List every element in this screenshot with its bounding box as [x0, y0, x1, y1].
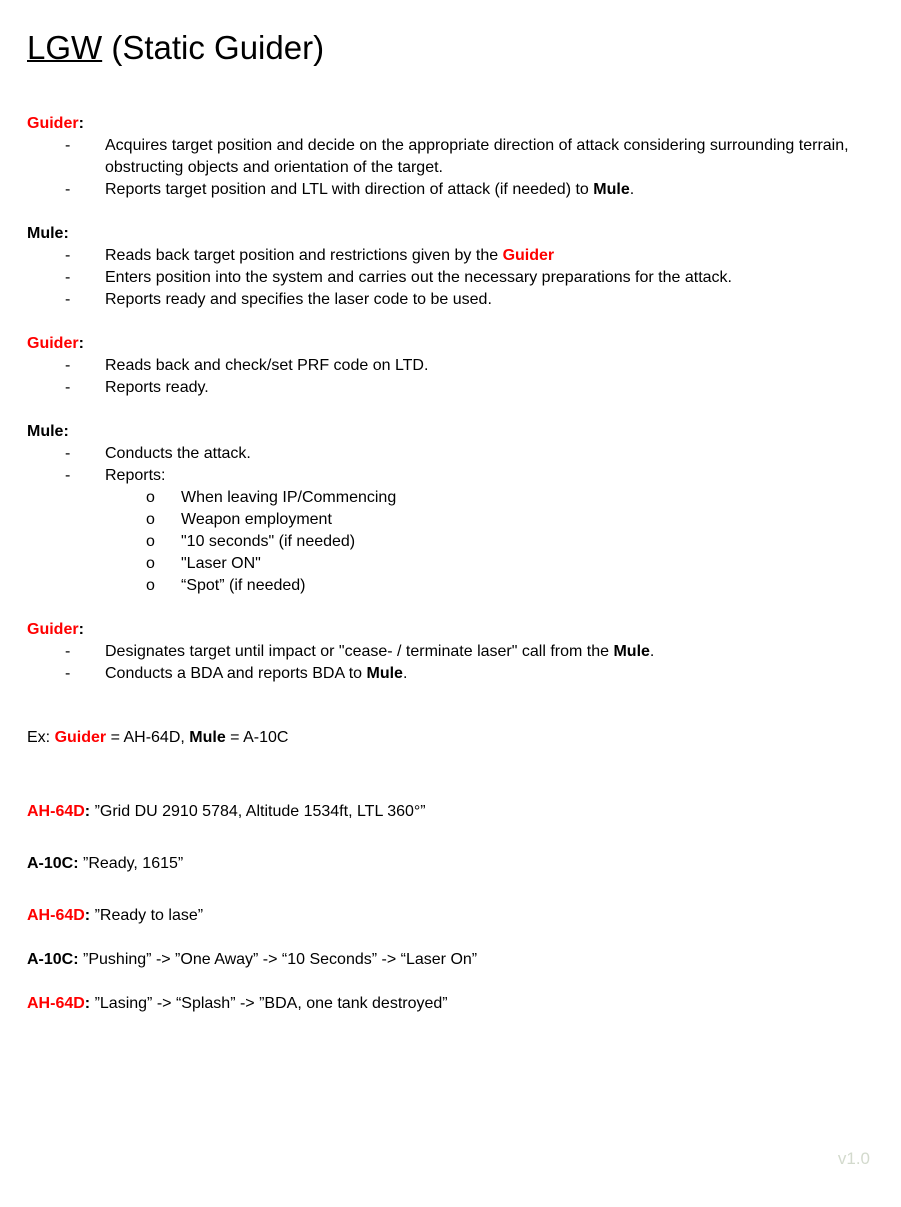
speaker-label: AH-64D — [27, 995, 85, 1012]
bullet-text — [105, 355, 870, 377]
dash-bullet: - — [65, 269, 71, 286]
text-segment: Guider — [54, 729, 107, 746]
bullet-text — [105, 377, 870, 399]
bullet-item — [27, 289, 871, 311]
role-heading — [27, 619, 871, 641]
bullet-text — [105, 245, 870, 267]
bullet-item — [27, 355, 871, 377]
role-colon: : — [78, 621, 84, 638]
sub-bullet-text: Weapon employment — [181, 511, 332, 528]
role-section — [27, 333, 871, 399]
dash-bullet: - — [65, 467, 71, 484]
dash-bullet: - — [65, 379, 71, 396]
text-segment: Enters position into the system and carries out the necessary preparations for the attack. — [105, 269, 732, 286]
circle-bullet: o — [146, 489, 155, 506]
sub-bullet-text: When leaving IP/Commencing — [181, 489, 397, 506]
role-label: Mule — [27, 423, 64, 440]
dialogue-text: ”Ready, 1615” — [83, 855, 184, 872]
text-segment: Designates target until impact or "cease- / terminate laser" call from the — [105, 643, 614, 660]
text-segment: Reports: — [105, 467, 166, 484]
role-section — [27, 113, 871, 201]
role-heading — [27, 333, 871, 355]
dash-bullet: - — [65, 665, 71, 682]
speaker-label: AH-64D — [27, 803, 85, 820]
bullet-item — [27, 245, 871, 267]
role-label: Guider — [27, 115, 79, 132]
text-segment: Conducts the attack. — [105, 445, 251, 462]
bullet-text — [105, 135, 870, 179]
circle-bullet: o — [146, 577, 155, 594]
dialogue-line — [27, 905, 871, 927]
title-underlined-part: LGW — [27, 29, 103, 66]
speaker-colon: : — [73, 951, 84, 968]
text-segment: Acquires target position and decide on the appropriate direction of attack considering surrounding terrain, obstructing objects and orientation of the target. — [105, 137, 849, 176]
role-section — [27, 223, 871, 311]
bullet-item — [27, 641, 871, 663]
text-segment: Reports ready. — [105, 379, 209, 396]
dialogue-text: ”Ready to lase” — [94, 907, 204, 924]
bullet-text — [105, 443, 870, 465]
sub-bullet-item — [27, 575, 871, 597]
speaker-label: A-10C — [27, 951, 74, 968]
sub-bullet-item — [27, 531, 871, 553]
text-segment: Reports ready and specifies the laser code to be used. — [105, 291, 492, 308]
text-segment: = AH-64D, — [106, 729, 190, 746]
role-colon: : — [63, 423, 69, 440]
bullet-text — [105, 267, 870, 289]
bullet-item — [27, 179, 871, 201]
speaker-colon: : — [84, 803, 95, 820]
text-segment: Reads back and check/set PRF code on LTD. — [105, 357, 429, 374]
dash-bullet: - — [65, 357, 71, 374]
bullet-item — [27, 663, 871, 685]
dialogue-text: ”Lasing” -> “Splash” -> ”BDA, one tank destroyed” — [94, 995, 448, 1012]
role-label: Guider — [27, 621, 79, 638]
text-segment: = A-10C — [225, 729, 289, 746]
text-segment: . — [629, 181, 635, 198]
role-colon: : — [63, 225, 69, 242]
role-colon: : — [78, 115, 84, 132]
role-heading — [27, 113, 871, 135]
role-colon: : — [78, 335, 84, 352]
dialogue-text: ”Grid DU 2910 5784, Altitude 1534ft, LTL 360°” — [94, 803, 426, 820]
dash-bullet: - — [65, 643, 71, 660]
dash-bullet: - — [65, 247, 71, 264]
text-segment: Conducts a BDA and reports BDA to — [105, 665, 367, 682]
sub-bullet-item — [27, 487, 871, 509]
bullet-text — [105, 289, 870, 311]
text-segment: Mule — [593, 181, 630, 198]
dialogue-line — [27, 853, 871, 875]
role-heading — [27, 223, 871, 245]
sub-bullet-item — [27, 553, 871, 575]
dialogue-text: ”Pushing” -> ”One Away” -> “10 Seconds” -> “Laser On” — [83, 951, 478, 968]
bullet-item — [27, 377, 871, 399]
dialogue-section — [27, 801, 871, 1015]
dialogue-line — [27, 801, 871, 823]
text-segment: Guider — [502, 247, 555, 264]
example-line — [27, 727, 871, 749]
role-heading — [27, 421, 871, 443]
speaker-label: AH-64D — [27, 907, 85, 924]
role-section — [27, 421, 871, 597]
bullet-item — [27, 267, 871, 289]
speaker-colon: : — [84, 907, 95, 924]
dash-bullet: - — [65, 181, 71, 198]
page-title — [27, 28, 871, 68]
dialogue-line — [27, 949, 871, 971]
circle-bullet: o — [146, 533, 155, 550]
sub-bullet-text: "10 seconds" (if needed) — [181, 533, 356, 550]
circle-bullet: o — [146, 555, 155, 572]
dash-bullet: - — [65, 291, 71, 308]
dialogue-line — [27, 993, 871, 1015]
role-section — [27, 619, 871, 685]
role-label: Mule — [27, 225, 64, 242]
bullet-text — [105, 641, 870, 663]
bullet-item — [27, 465, 871, 487]
text-segment: . — [649, 643, 655, 660]
text-segment: . — [402, 665, 408, 682]
dash-bullet: - — [65, 137, 71, 154]
text-segment: Reports target position and LTL with direction of attack (if needed) to — [105, 181, 594, 198]
procedure-sections — [27, 113, 871, 685]
dash-bullet: - — [65, 445, 71, 462]
text-segment: Mule — [613, 643, 650, 660]
text-segment: Reads back target position and restrictions given by the — [105, 247, 503, 264]
text-segment: Mule — [366, 665, 403, 682]
bullet-text — [105, 179, 870, 201]
title-rest-part: (Static Guider) — [102, 29, 325, 66]
bullet-text — [105, 663, 870, 685]
speaker-colon: : — [84, 995, 95, 1012]
sub-bullet-text: "Laser ON" — [181, 555, 261, 572]
role-label: Guider — [27, 335, 79, 352]
example-section — [27, 727, 871, 749]
sub-bullet-item — [27, 509, 871, 531]
circle-bullet: o — [146, 511, 155, 528]
text-segment: Mule — [189, 729, 226, 746]
speaker-label: A-10C — [27, 855, 74, 872]
bullet-text — [105, 465, 870, 487]
version-watermark: v1.0 — [837, 1149, 870, 1168]
speaker-colon: : — [73, 855, 84, 872]
bullet-item — [27, 443, 871, 465]
bullet-item — [27, 135, 871, 179]
sub-bullet-text: “Spot” (if needed) — [181, 577, 306, 594]
text-segment: Ex: — [27, 729, 55, 746]
